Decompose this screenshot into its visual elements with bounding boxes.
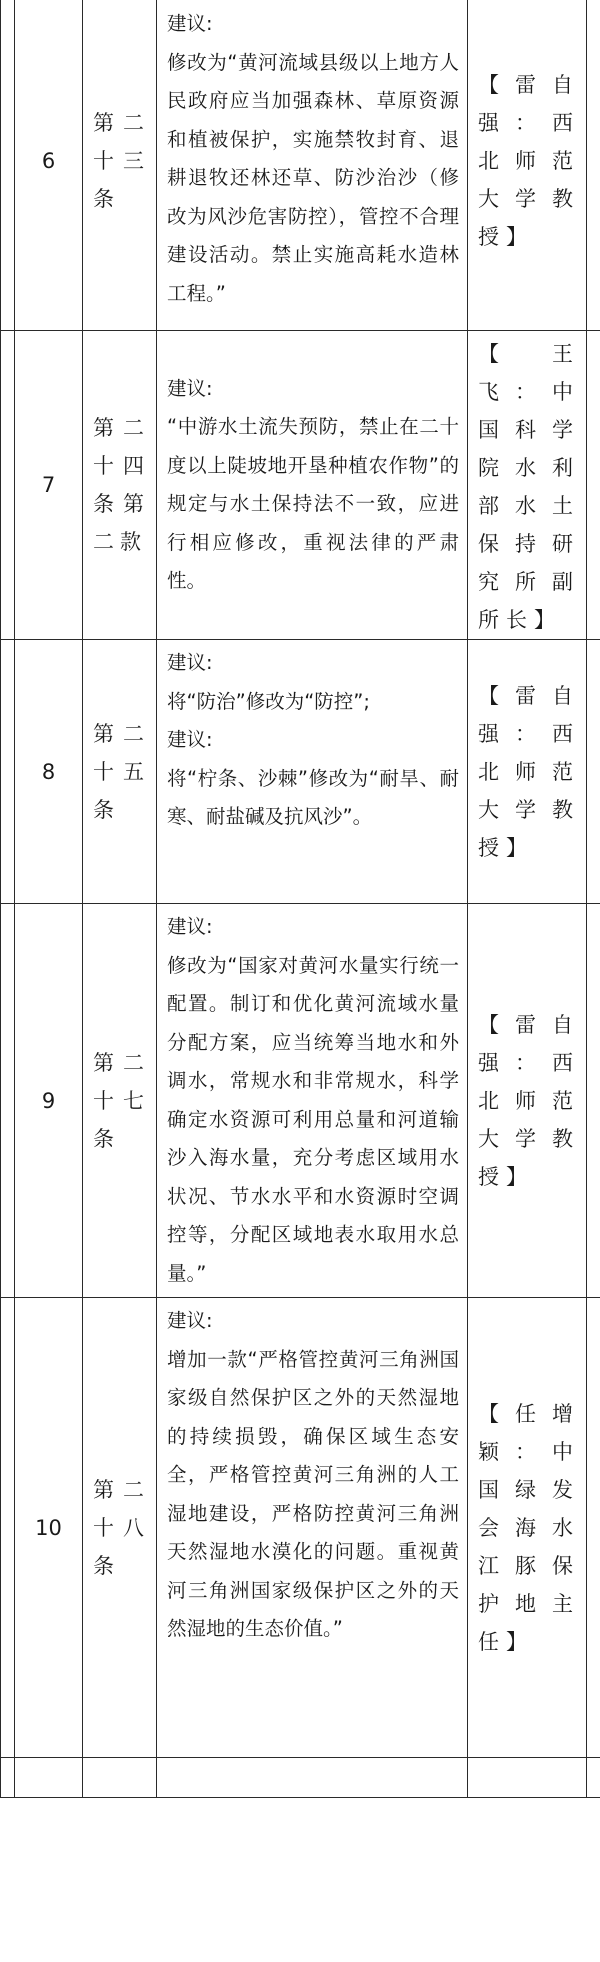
left-margin-cell [1,1298,15,1758]
suggestion-cell [157,904,468,1298]
suggestion-text: 增加一款“严格管控黄河三角洲国家级自然保护区之外的天然湿地的持续损毁，确保区域生态安全，严格管控黄河三角洲的人工湿地建设，严格防控黄河三角洲天然湿地水漠化的问题。重视黄河三角洲国家级保护区之外的天然湿地的生态价值。” [167,1347,459,1640]
suggestion-label: 建议: [167,651,213,674]
left-margin-cell [1,0,15,331]
suggestion-label: 建议: [167,728,213,751]
suggestion-text: “中游水土流失预防，禁止在二十度以上陡坡地开垦种植农作物”的规定与水土保持法不一致，应进行相应修改，重视法律的严肃性。 [167,415,459,592]
table-row [1,1298,600,1758]
right-margin-cell [587,640,600,904]
right-margin-cell [587,0,600,331]
suggestion-text: 将“防治”修改为“防控”; [167,689,370,713]
row-number: 8 [15,640,83,904]
right-margin-cell [587,1298,600,1758]
suggestion-cell [157,331,468,640]
suggestion-label: 建议: [167,12,213,35]
table-row [1,904,600,1298]
table-row [1,0,600,331]
row-number: 7 [15,331,83,640]
left-margin-cell [1,640,15,904]
author-cell: 【雷自强：西北师范大学教授】 [468,904,587,1298]
row-number: 6 [15,0,83,331]
author-cell: 【雷自强：西北师范大学教授】 [468,0,587,331]
suggestion-text: 将“柠条、沙棘”修改为“耐旱、耐寒、耐盐碱及抗风沙”。 [167,766,459,828]
article-cell: 第二十八条 [83,1298,157,1758]
suggestion-cell [157,1298,468,1758]
row-number: 9 [15,904,83,1298]
table-row-partial [1,1758,600,1798]
table-row [1,331,600,640]
row-number: 10 [15,1298,83,1758]
suggestion-text: 修改为“黄河流域县级以上地方人民政府应当加强森林、草原资源和植被保护，实施禁牧封育、退耕退牧还林还草、防沙治沙（修改为风沙危害防控），管控不合理建设活动。禁止实施高耗水造林工程。” [167,50,459,305]
suggestion-label: 建议: [167,915,213,938]
table-row [1,640,600,904]
left-margin-cell [1,331,15,640]
author-cell: 【雷自强：西北师范大学教授】 [468,640,587,904]
article-cell: 第二十七条 [83,904,157,1298]
right-margin-cell [587,904,600,1298]
left-margin-cell [1,904,15,1298]
author-cell: 【王飞：中国科学院水利部水土保持研究所副所长】 [468,331,587,640]
article-cell: 第二十三条 [83,0,157,331]
suggestion-text: 修改为“国家对黄河水量实行统一配置。制订和优化黄河流域水量分配方案，应当统筹当地水和外调水，常规水和非常规水，科学确定水资源可利用总量和河道输沙入海水量，充分考虑区域用水状况、节水水平和水资源时空调控等，分配区域地表水取用水总量。” [167,953,459,1285]
suggestion-label: 建议: [167,1309,213,1332]
author-cell: 【任增颖：中国绿发会海水江豚保护地主任】 [468,1298,587,1758]
suggestion-cell [157,640,468,904]
article-cell: 第二十四条第二款 [83,331,157,640]
suggestion-cell [157,0,468,331]
article-cell: 第二十五条 [83,640,157,904]
suggestion-label: 建议: [167,376,213,400]
right-margin-cell [587,331,600,640]
